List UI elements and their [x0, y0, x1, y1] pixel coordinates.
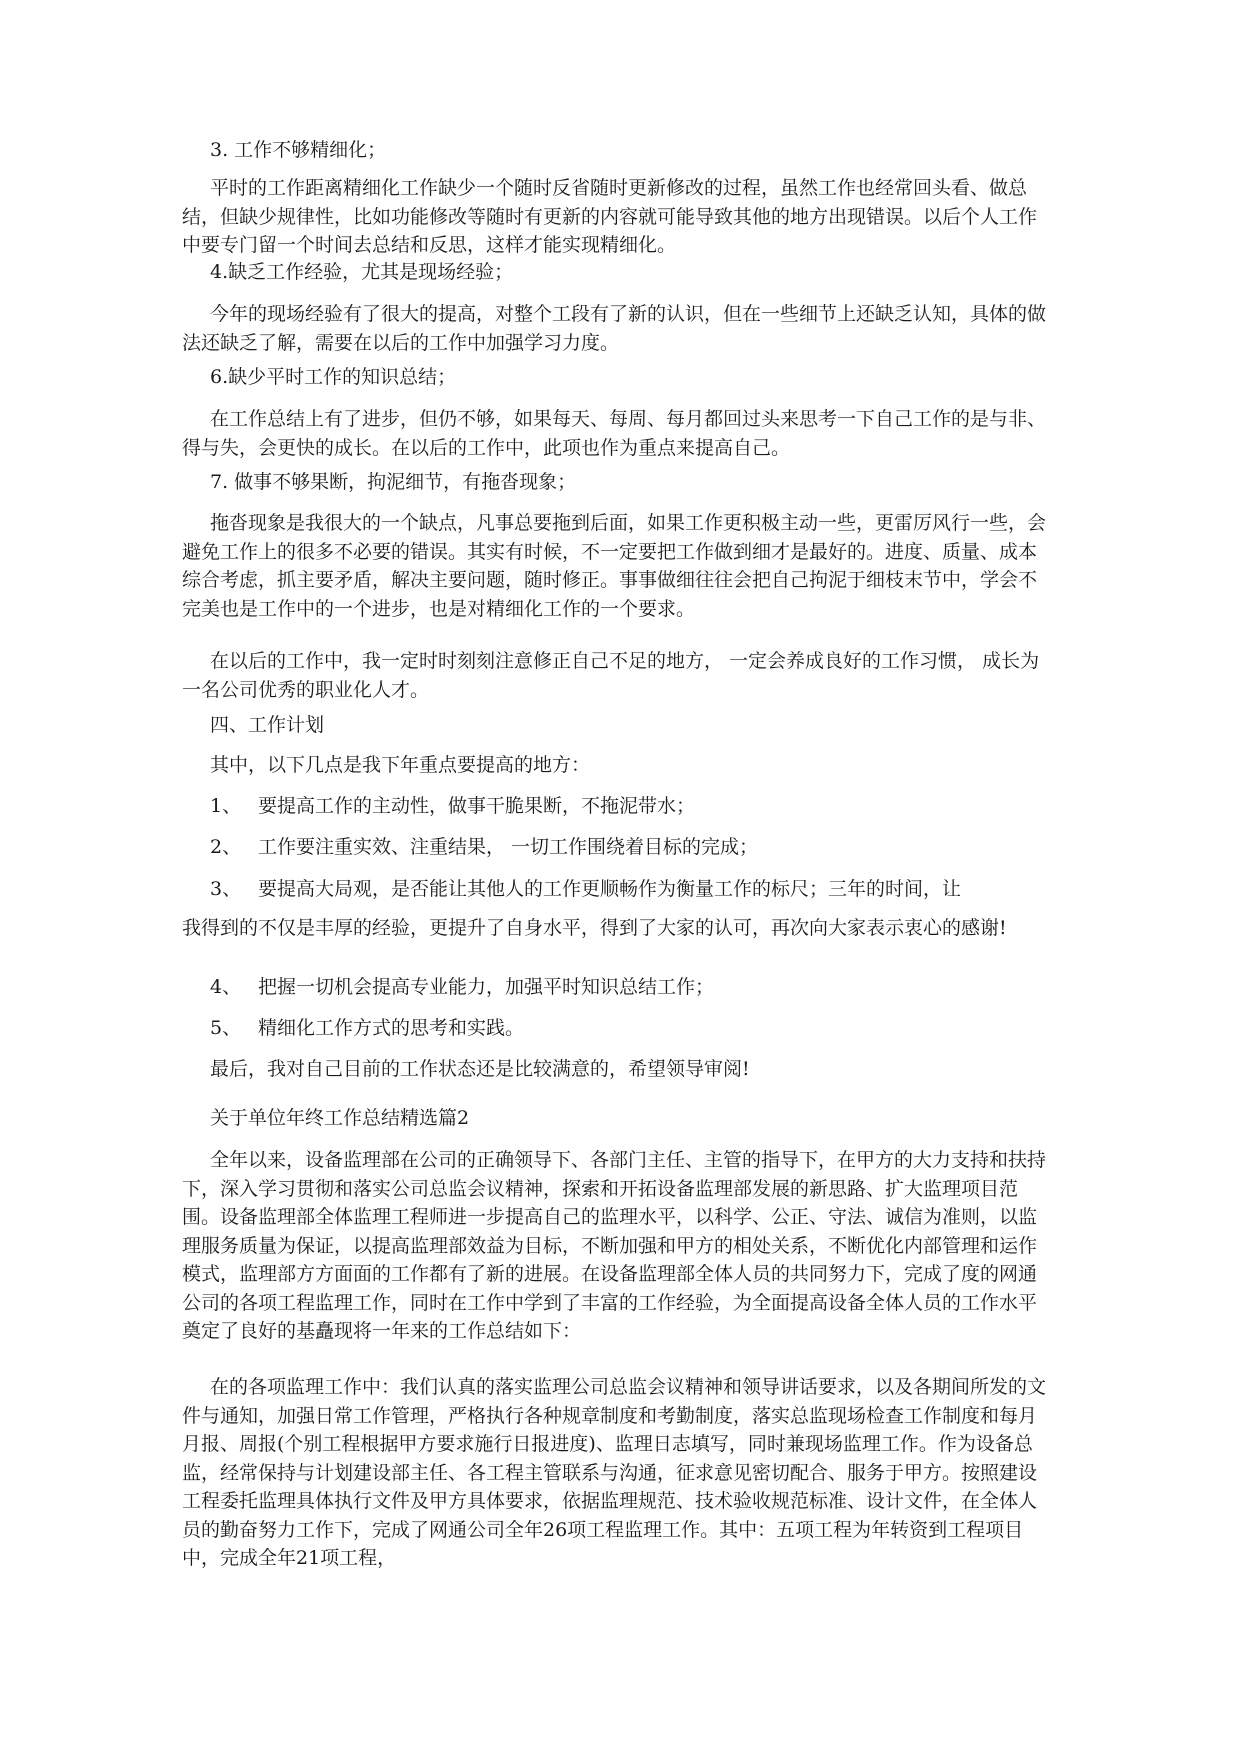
section-heading-7: 7. 做事不够果断，拘泥细节，有拖沓现象； — [210, 471, 577, 493]
section-heading-4: 4.缺乏工作经验，尤其是现场经验； — [210, 261, 514, 283]
plan-item-1-text: 要提高工作的主动性，做事干脆果断，不拖泥带水； — [258, 795, 696, 817]
section-heading-6: 6.缺少平时工作的知识总结； — [210, 366, 457, 388]
paragraph-4: 今年的现场经验有了很大的提高，对整个工段有了新的认识，但在一些细节上还缺乏认知，具体的做法还缺乏了解，需要在以后的工作中加强学习力度。 — [182, 303, 1047, 354]
plan-item-3-number: 3、 — [210, 878, 242, 900]
paragraph-summary-intro: 全年以来，设备监理部在公司的正确领导下、各部门主任、主管的指导下，在甲方的大力支持和扶持下，深入学习贯彻和落实公司总监会议精神，探索和开拓设备监理部发展的新思路、扩大监理项目范围。设备监理部全体监理工程师进一步提高自己的监理水平，以科学、公正、守法、诚信为准则，以监理服务质量为保证，以提高监理部效益为目标，不断加强和甲方的相处关系，不断优化内部管理和运作模式，监理部方方面面的工作都有了新的进展。在设备监理部全体人员的共同努力下，完成了度的网通公司的各项工程监理工作，同时在工作中学到了丰富的工作经验，为全面提高设备全体人员的工作水平奠定了良好的基矗现将一年来的工作总结如下： — [182, 1149, 1047, 1342]
plan-item-3 — [210, 875, 1080, 904]
plan-item-1 — [210, 792, 1080, 821]
plan-item-4-text: 把握一切机会提高专业能力，加强平时知识总结工作； — [258, 976, 715, 998]
plan-item-1-number: 1、 — [210, 795, 242, 817]
plan-item-5-number: 5、 — [210, 1017, 242, 1039]
article-title-2: 关于单位年终工作总结精选篇2 — [210, 1107, 470, 1129]
paragraph-supervision-work: 在的各项监理工作中：我们认真的落实监理公司总监会议精神和领导讲话要求，以及各期间所发的文件与通知，加强日常工作管理，严格执行各种规章制度和考勤制度，落实总监现场检查工作制度和每月月报、周报(个别工程根据甲方要求施行日报进度)、监理日志填写，同时兼现场监理工作。作为设备总监，经常保持与计划建设部主任、各工程主管联系与沟通，征求意见密切配合、服务于甲方。按照建设工程委托监理具体执行文件及甲方具体要求，依据监理规范、技术验收规范标准、设计文件，在全体人员的勤奋努力工作下，完成了网通公司全年26项工程监理工作。其中：五项工程为年转资到工程项目中，完成全年21项工程， — [182, 1376, 1047, 1569]
plan-item-4-number: 4、 — [210, 976, 242, 998]
paragraph-closing: 在以后的工作中，我一定时时刻刻注意修正自己不足的地方， 一定会养成良好的工作习惯， 成长为一名公司优秀的职业化人才。 — [182, 650, 1040, 701]
section-heading-3: 3. 工作不够精细化； — [210, 139, 387, 161]
plan-intro: 其中，以下几点是我下年重点要提高的地方： — [210, 754, 591, 776]
conclusion-paragraph: 最后，我对自己目前的工作状态还是比较满意的，希望领导审阅! — [210, 1058, 750, 1080]
plan-item-3-text: 要提高大局观，是否能让其他人的工作更顺畅作为衡量工作的标尺；三年的时间，让 — [258, 878, 962, 900]
plan-item-2-text: 工作要注重实效、注重结果， 一切工作围绕着目标的完成； — [258, 836, 759, 858]
paragraph-6: 在工作总结上有了进步，但仍不够，如果每天、每周、每月都回过头来思考一下自己工作的是与非、得与失，会更快的成长。在以后的工作中，此项也作为重点来提高自己。 — [182, 408, 1047, 459]
plan-item-2 — [210, 833, 1080, 862]
paragraph-7: 拖沓现象是我很大的一个缺点，凡事总要拖到后面，如果工作更积极主动一些，更雷厉风行一些，会避免工作上的很多不必要的错误。其实有时候，不一定要把工作做到细才是最好的。进度、质量、成本综合考虑，抓主要矛盾，解决主要问题，随时修正。事事做细往往会把自己拘泥于细枝末节中，学会不完美也是工作中的一个进步，也是对精细化工作的一个要求。 — [182, 512, 1047, 620]
paragraph-3: 平时的工作距离精细化工作缺少一个随时反省随时更新修改的过程，虽然工作也经常回头看、做总结，但缺少规律性，比如功能修改等随时有更新的内容就可能导致其他的地方出现错误。以后个人工作中要专门留一个时间去总结和反思，这样才能实现精细化。 — [182, 177, 1038, 256]
plan-item-5 — [210, 1014, 1080, 1043]
section-heading-plan: 四、工作计划 — [210, 714, 325, 736]
plan-item-4 — [210, 973, 1080, 1002]
plan-item-3-continuation: 我得到的不仅是丰厚的经验，更提升了自身水平，得到了大家的认可，再次向大家表示衷心的感谢! — [182, 917, 1007, 939]
plan-item-5-text: 精细化工作方式的思考和实践。 — [258, 1017, 525, 1039]
plan-item-2-number: 2、 — [210, 836, 242, 858]
